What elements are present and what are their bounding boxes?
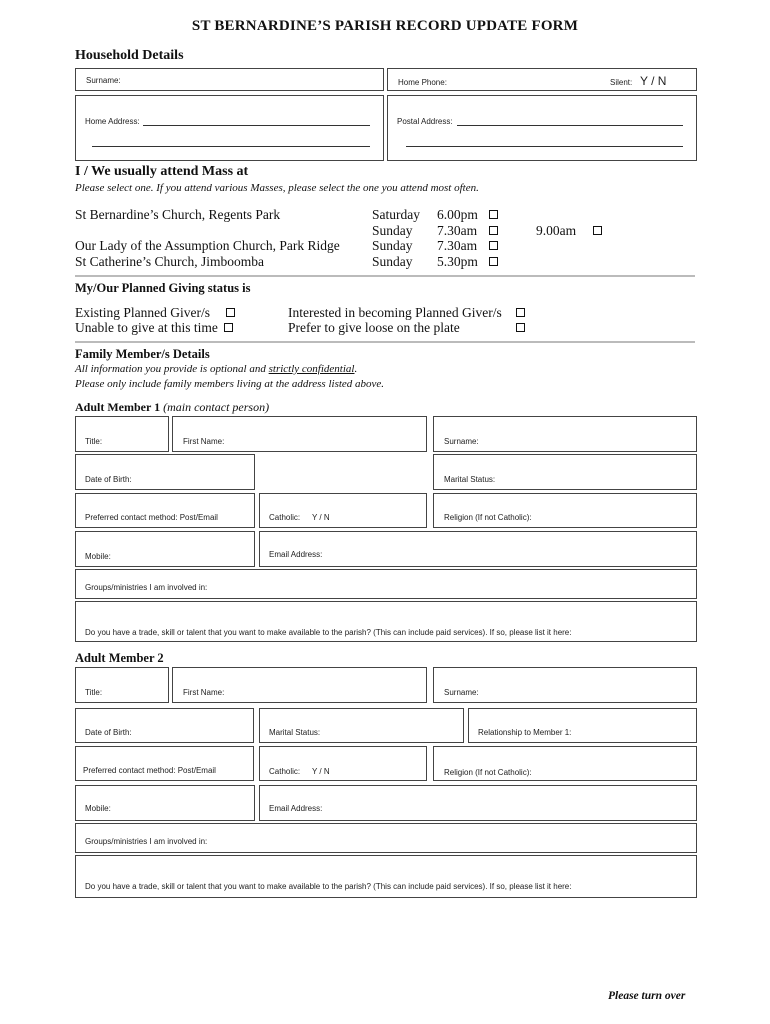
giving-checkbox[interactable] (226, 308, 235, 317)
surname-field[interactable] (75, 68, 384, 91)
m1-religion-label: Religion (If not Catholic): (444, 513, 532, 522)
m2-trade-label: Do you have a trade, skill or talent that you want to make available to the parish? (This can include paid services). If so, please list it here: (85, 882, 572, 891)
section-divider (75, 341, 695, 343)
m2-mobile-label: Mobile: (85, 804, 111, 813)
member1-subheading: (main contact person) (163, 400, 270, 414)
home-address-label: Home Address: (85, 117, 140, 126)
giving-option: Unable to give at this time (75, 320, 218, 335)
m2-dob-label: Date of Birth: (85, 728, 132, 737)
family-heading: Family Member/s Details (75, 347, 210, 361)
m1-contact-field[interactable] (75, 493, 255, 528)
postal-address-line-2 (406, 146, 683, 147)
section-divider (75, 275, 695, 277)
mass-checkbox[interactable] (489, 257, 498, 266)
m1-title-field[interactable] (75, 416, 169, 452)
m1-dob-label: Date of Birth: (85, 475, 132, 484)
member2-heading: Adult Member 2 (75, 651, 164, 665)
m1-catholic-yn[interactable]: Y / N (312, 513, 330, 522)
mass-day: Sunday (372, 238, 413, 253)
m1-catholic-field[interactable] (259, 493, 427, 528)
m2-contact-label: Preferred contact method: Post/Email (83, 766, 216, 775)
m1-contact-label: Preferred contact method: Post/Email (85, 513, 218, 522)
m2-dob-field[interactable] (75, 708, 254, 743)
family-note-1b: strictly confidential (268, 363, 355, 375)
m2-catholic-field[interactable] (259, 746, 427, 781)
m2-surname-field[interactable] (433, 667, 697, 703)
giving-heading: My/Our Planned Giving status is (75, 281, 251, 295)
m1-dob-field[interactable] (75, 454, 255, 490)
m1-groups-label: Groups/ministries I am involved in: (85, 583, 208, 592)
m2-trade-field[interactable] (75, 855, 697, 898)
mass-day: Sunday (372, 254, 413, 269)
please-turn-over: Please turn over (608, 990, 686, 1002)
m1-surname-field[interactable] (433, 416, 697, 452)
mass-heading: I / We usually attend Mass at (75, 164, 249, 179)
m1-email-label: Email Address: (269, 550, 323, 559)
giving-option: Existing Planned Giver/s (75, 305, 210, 320)
m2-mobile-field[interactable] (75, 785, 255, 821)
m2-groups-field[interactable] (75, 823, 697, 853)
m2-relationship-field[interactable] (468, 708, 697, 743)
m2-surname-label: Surname: (444, 688, 479, 697)
m1-mobile-label: Mobile: (85, 552, 111, 561)
m2-catholic-label: Catholic: (269, 767, 301, 776)
mass-instruction: Please select one. If you attend various Masses, please select the one you attend most often. (75, 182, 479, 194)
household-heading: Household Details (75, 48, 184, 63)
home-address-field[interactable] (75, 95, 384, 161)
giving-option: Prefer to give loose on the plate (288, 320, 460, 335)
surname-label: Surname: (86, 76, 121, 85)
giving-option: Interested in becoming Planned Giver/s (288, 305, 502, 320)
m2-relationship-label: Relationship to Member 1: (478, 728, 572, 737)
silent-options[interactable]: Y / N (640, 74, 667, 88)
m1-mobile-field[interactable] (75, 531, 255, 567)
church-jimboomba: St Catherine’s Church, Jimboomba (75, 254, 264, 269)
home-address-line-1 (143, 125, 370, 126)
home-phone-field[interactable] (387, 68, 697, 91)
m2-catholic-yn[interactable]: Y / N (312, 767, 330, 776)
mass-time-extra: 9.00am (536, 223, 577, 238)
mass-checkbox[interactable] (489, 226, 498, 235)
mass-time: 5.30pm (437, 254, 478, 269)
m1-trade-field[interactable] (75, 601, 697, 642)
m1-groups-field[interactable] (75, 569, 697, 599)
postal-address-line-1 (457, 125, 683, 126)
giving-checkbox[interactable] (224, 323, 233, 332)
m2-marital-field[interactable] (259, 708, 464, 743)
m2-email-label: Email Address: (269, 804, 323, 813)
m1-first-name-label: First Name: (183, 437, 225, 446)
home-address-line-2 (92, 146, 370, 147)
giving-checkbox[interactable] (516, 323, 525, 332)
home-phone-label: Home Phone: (398, 78, 447, 87)
mass-day: Sunday (372, 223, 413, 238)
silent-label: Silent: (610, 78, 633, 87)
m2-first-name-label: First Name: (183, 688, 225, 697)
church-regents-park: St Bernardine’s Church, Regents Park (75, 207, 281, 222)
church-park-ridge: Our Lady of the Assumption Church, Park Ridge (75, 238, 340, 253)
m1-trade-label: Do you have a trade, skill or talent that you want to make available to the parish? (This can include paid services). If so, please list it here: (85, 628, 572, 637)
m1-email-field[interactable] (259, 531, 697, 567)
m1-marital-field[interactable] (433, 454, 697, 490)
m2-first-name-field[interactable] (172, 667, 427, 703)
m2-religion-label: Religion (If not Catholic): (444, 768, 532, 777)
member1-heading: Adult Member 1 (75, 400, 161, 414)
m2-groups-label: Groups/ministries I am involved in: (85, 837, 208, 846)
m2-contact-field[interactable] (75, 746, 254, 781)
m2-title-field[interactable] (75, 667, 169, 703)
postal-address-label: Postal Address: (397, 117, 453, 126)
mass-checkbox[interactable] (489, 241, 498, 250)
giving-checkbox[interactable] (516, 308, 525, 317)
family-note-1c: . (354, 363, 358, 375)
m2-title-label: Title: (85, 688, 103, 697)
m2-email-field[interactable] (259, 785, 697, 821)
form-title: ST BERNARDINE’S PARISH RECORD UPDATE FORM (191, 18, 579, 34)
m1-title-label: Title: (85, 437, 103, 446)
m1-religion-field[interactable] (433, 493, 697, 528)
family-note-2: Please only include family members living at the address listed above. (75, 378, 385, 390)
mass-checkbox[interactable] (489, 210, 498, 219)
mass-time: 7.30am (437, 238, 478, 253)
m1-marital-label: Marital Status: (444, 475, 496, 484)
m1-catholic-label: Catholic: (269, 513, 301, 522)
m2-religion-field[interactable] (433, 746, 697, 781)
mass-time: 6.00pm (437, 207, 478, 222)
postal-address-field[interactable] (387, 95, 697, 161)
m1-first-name-field[interactable] (172, 416, 427, 452)
family-note-1a: All information you provide is optional and (75, 363, 269, 375)
member1-heading-row (75, 400, 269, 415)
m2-marital-label: Marital Status: (269, 728, 321, 737)
mass-day: Saturday (372, 207, 420, 222)
family-note-1 (75, 363, 357, 375)
m1-surname-label: Surname: (444, 437, 479, 446)
mass-checkbox-extra[interactable] (593, 226, 602, 235)
mass-time: 7.30am (437, 223, 478, 238)
